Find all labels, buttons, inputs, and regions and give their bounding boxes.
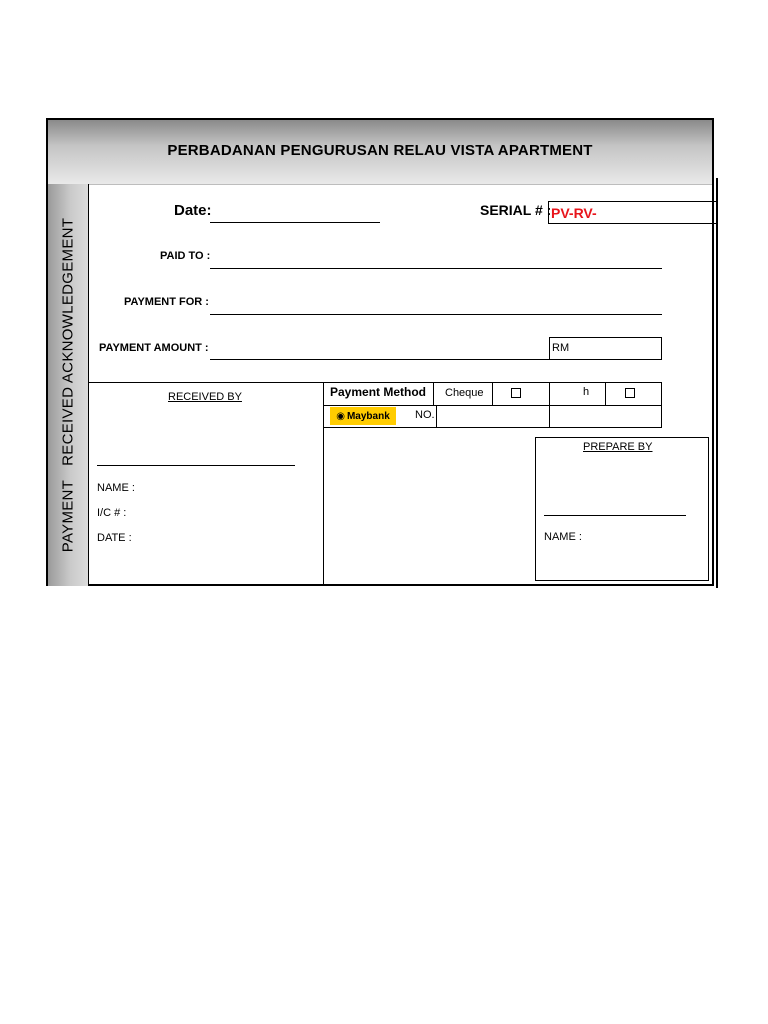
payment-amount-line[interactable] xyxy=(210,359,550,360)
method-cell-divider-2 xyxy=(492,382,493,405)
prepare-by-heading: PREPARE BY xyxy=(583,441,653,453)
lower-section-divider xyxy=(88,382,324,383)
rm-amount-box[interactable] xyxy=(549,337,662,360)
paid-to-label: PAID TO : xyxy=(160,250,211,262)
serial-value: PV-RV- xyxy=(551,205,597,221)
serial-field[interactable] xyxy=(548,201,718,224)
cash-label: h xyxy=(583,386,590,398)
received-name-label: NAME : xyxy=(97,482,135,494)
cash-checkbox[interactable] xyxy=(625,388,635,398)
method-cell-divider-1 xyxy=(433,382,434,405)
tiger-emblem-icon: ◉ xyxy=(336,410,345,422)
payment-for-label: PAYMENT FOR : xyxy=(124,296,209,308)
side-label xyxy=(60,195,77,575)
payment-amount-label: PAYMENT AMOUNT : xyxy=(99,342,209,354)
column-divider xyxy=(323,382,324,586)
rm-label: RM xyxy=(552,342,570,354)
right-edge-border xyxy=(716,178,718,588)
side-label-payment: PAYMENT xyxy=(59,479,77,553)
prepare-name-label: NAME : xyxy=(544,531,582,543)
received-ic-label: I/C # : xyxy=(97,507,127,519)
prepare-signature-line[interactable] xyxy=(544,515,686,516)
reference-no-field[interactable] xyxy=(437,406,549,427)
cheque-label: Cheque xyxy=(445,387,484,399)
side-band xyxy=(48,184,89,586)
side-label-received: RECEIVED ACKNOWLEDGEMENT xyxy=(59,217,77,466)
title-bar xyxy=(48,120,712,185)
received-date-label: DATE : xyxy=(97,532,132,544)
payment-for-line[interactable] xyxy=(210,314,662,315)
prepare-by-box xyxy=(535,437,709,581)
no-label: NO. xyxy=(415,409,435,421)
received-signature-line[interactable] xyxy=(97,465,295,466)
cheque-checkbox[interactable] xyxy=(511,388,521,398)
method-top-border xyxy=(324,382,662,383)
form-title: PERBADANAN PENGURUSAN RELAU VISTA APARTMENT xyxy=(167,142,593,159)
paid-to-line[interactable] xyxy=(210,268,662,269)
maybank-logo-text: Maybank xyxy=(346,410,390,422)
payment-method-heading: Payment Method xyxy=(330,385,427,399)
received-by-heading: RECEIVED BY xyxy=(168,391,242,403)
date-label: Date: xyxy=(174,202,212,219)
no-row-bottom xyxy=(324,427,662,428)
method-cell-divider-4 xyxy=(605,382,606,405)
serial-label: SERIAL # : xyxy=(480,202,552,218)
maybank-logo xyxy=(330,407,396,425)
date-input-line[interactable] xyxy=(210,222,380,223)
